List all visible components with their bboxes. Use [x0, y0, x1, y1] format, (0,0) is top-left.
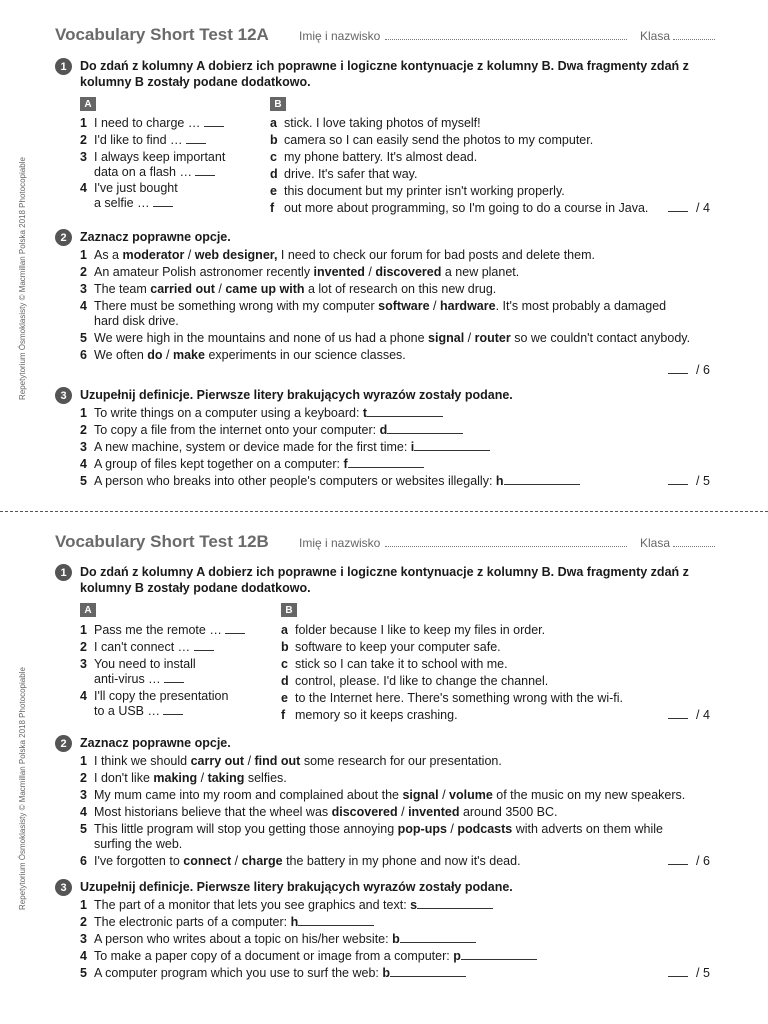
- option-b[interactable]: invented: [408, 805, 460, 819]
- column-b-label: B: [281, 603, 297, 617]
- option-a[interactable]: carried out: [150, 282, 215, 296]
- score-blank[interactable]: [668, 854, 688, 865]
- option-b[interactable]: taking: [207, 771, 245, 785]
- answer-blank[interactable]: [417, 898, 493, 909]
- answer-blank[interactable]: [348, 457, 424, 468]
- score-blank[interactable]: [668, 474, 688, 485]
- answer-blank[interactable]: [163, 704, 183, 715]
- option-a[interactable]: invented: [313, 265, 365, 279]
- exercise-number-badge: 3: [55, 387, 72, 404]
- column-a-label: A: [80, 603, 96, 617]
- test-header: [55, 532, 715, 552]
- option-b[interactable]: came up with: [225, 282, 305, 296]
- answer-blank[interactable]: [204, 116, 224, 127]
- answer-blank[interactable]: [225, 623, 245, 634]
- test-title: Vocabulary Short Test 12A: [55, 25, 269, 44]
- test-header: [55, 25, 715, 45]
- class-field[interactable]: [673, 29, 715, 40]
- score-blank[interactable]: [668, 363, 688, 374]
- score-box: / 5: [668, 966, 710, 980]
- exercise-instruction: Uzupełnij definicje. Pierwsze litery brakujących wyrazów zostały podane.: [80, 388, 513, 402]
- option-a[interactable]: pop-ups: [397, 822, 447, 836]
- answer-blank[interactable]: [461, 949, 537, 960]
- column-b-label: B: [270, 97, 286, 111]
- option-a[interactable]: discovered: [331, 805, 398, 819]
- exercise-number-badge: 2: [55, 229, 72, 246]
- score-blank[interactable]: [668, 201, 688, 212]
- answer-blank[interactable]: [153, 196, 173, 207]
- option-b[interactable]: volume: [449, 788, 493, 802]
- exercise-number-badge: 1: [55, 58, 72, 75]
- exercise-instruction: Do zdań z kolumny A dobierz ich poprawne i logiczne kontynuacje z kolumny B. Dwa fragmenty zdań z kolumny B zostały podane dodatkowo.: [80, 59, 689, 89]
- answer-blank[interactable]: [504, 474, 580, 485]
- option-b[interactable]: discovered: [375, 265, 442, 279]
- exercise-number-badge: 1: [55, 564, 72, 581]
- column-a-label: A: [80, 97, 96, 111]
- score-blank[interactable]: [668, 966, 688, 977]
- class-field[interactable]: [673, 536, 715, 547]
- exercise-instruction: Zaznacz poprawne opcje.: [80, 736, 231, 750]
- answer-blank[interactable]: [400, 932, 476, 943]
- answer-blank[interactable]: [367, 406, 443, 417]
- option-a[interactable]: carry out: [190, 754, 245, 768]
- option-a[interactable]: software: [378, 299, 430, 313]
- score-box: / 5: [668, 474, 710, 488]
- score-box: / 4: [668, 201, 710, 215]
- option-b[interactable]: find out: [254, 754, 301, 768]
- answer-blank[interactable]: [298, 915, 374, 926]
- option-b[interactable]: podcasts: [457, 822, 513, 836]
- option-a[interactable]: signal: [402, 788, 439, 802]
- option-b[interactable]: hardware: [439, 299, 496, 313]
- option-b[interactable]: charge: [241, 854, 283, 868]
- answer-blank[interactable]: [186, 133, 206, 144]
- exercise-number-badge: 2: [55, 735, 72, 752]
- name-field[interactable]: [385, 536, 627, 547]
- exercise-number-badge: 3: [55, 879, 72, 896]
- class-label: Klasa: [640, 29, 671, 43]
- option-a[interactable]: connect: [183, 854, 232, 868]
- score-box: / 6: [668, 854, 710, 868]
- answer-blank[interactable]: [164, 672, 184, 683]
- option-b[interactable]: router: [474, 331, 511, 345]
- exercise-instruction: Uzupełnij definicje. Pierwsze litery brakujących wyrazów zostały podane.: [80, 880, 513, 894]
- name-field[interactable]: [385, 29, 627, 40]
- name-label: Imię i nazwisko: [299, 536, 381, 550]
- option-a[interactable]: making: [153, 771, 198, 785]
- option-b[interactable]: make: [172, 348, 205, 362]
- option-b[interactable]: web designer,: [194, 248, 278, 262]
- option-a[interactable]: signal: [428, 331, 465, 345]
- option-a[interactable]: do: [147, 348, 163, 362]
- score-box: / 6: [668, 363, 710, 377]
- side-copyright: Repetytorium Ósmoklasisty © Macmillan Polska 2018 Photocopiable: [18, 157, 27, 400]
- class-label: Klasa: [640, 536, 671, 550]
- score-box: / 4: [668, 708, 710, 722]
- cut-line: [0, 511, 768, 512]
- answer-blank[interactable]: [414, 440, 490, 451]
- option-a[interactable]: moderator: [122, 248, 185, 262]
- side-copyright: Repetytorium Ósmoklasisty © Macmillan Polska 2018 Photocopiable: [18, 667, 27, 910]
- exercise-instruction: Do zdań z kolumny A dobierz ich poprawne i logiczne kontynuacje z kolumny B. Dwa fragmenty zdań z kolumny B zostały podane dodatkowo.: [80, 565, 689, 595]
- score-blank[interactable]: [668, 708, 688, 719]
- answer-blank[interactable]: [194, 640, 214, 651]
- answer-blank[interactable]: [195, 165, 215, 176]
- test-title: Vocabulary Short Test 12B: [55, 532, 269, 551]
- name-label: Imię i nazwisko: [299, 29, 381, 43]
- answer-blank[interactable]: [387, 423, 463, 434]
- exercise-instruction: Zaznacz poprawne opcje.: [80, 230, 231, 244]
- answer-blank[interactable]: [390, 966, 466, 977]
